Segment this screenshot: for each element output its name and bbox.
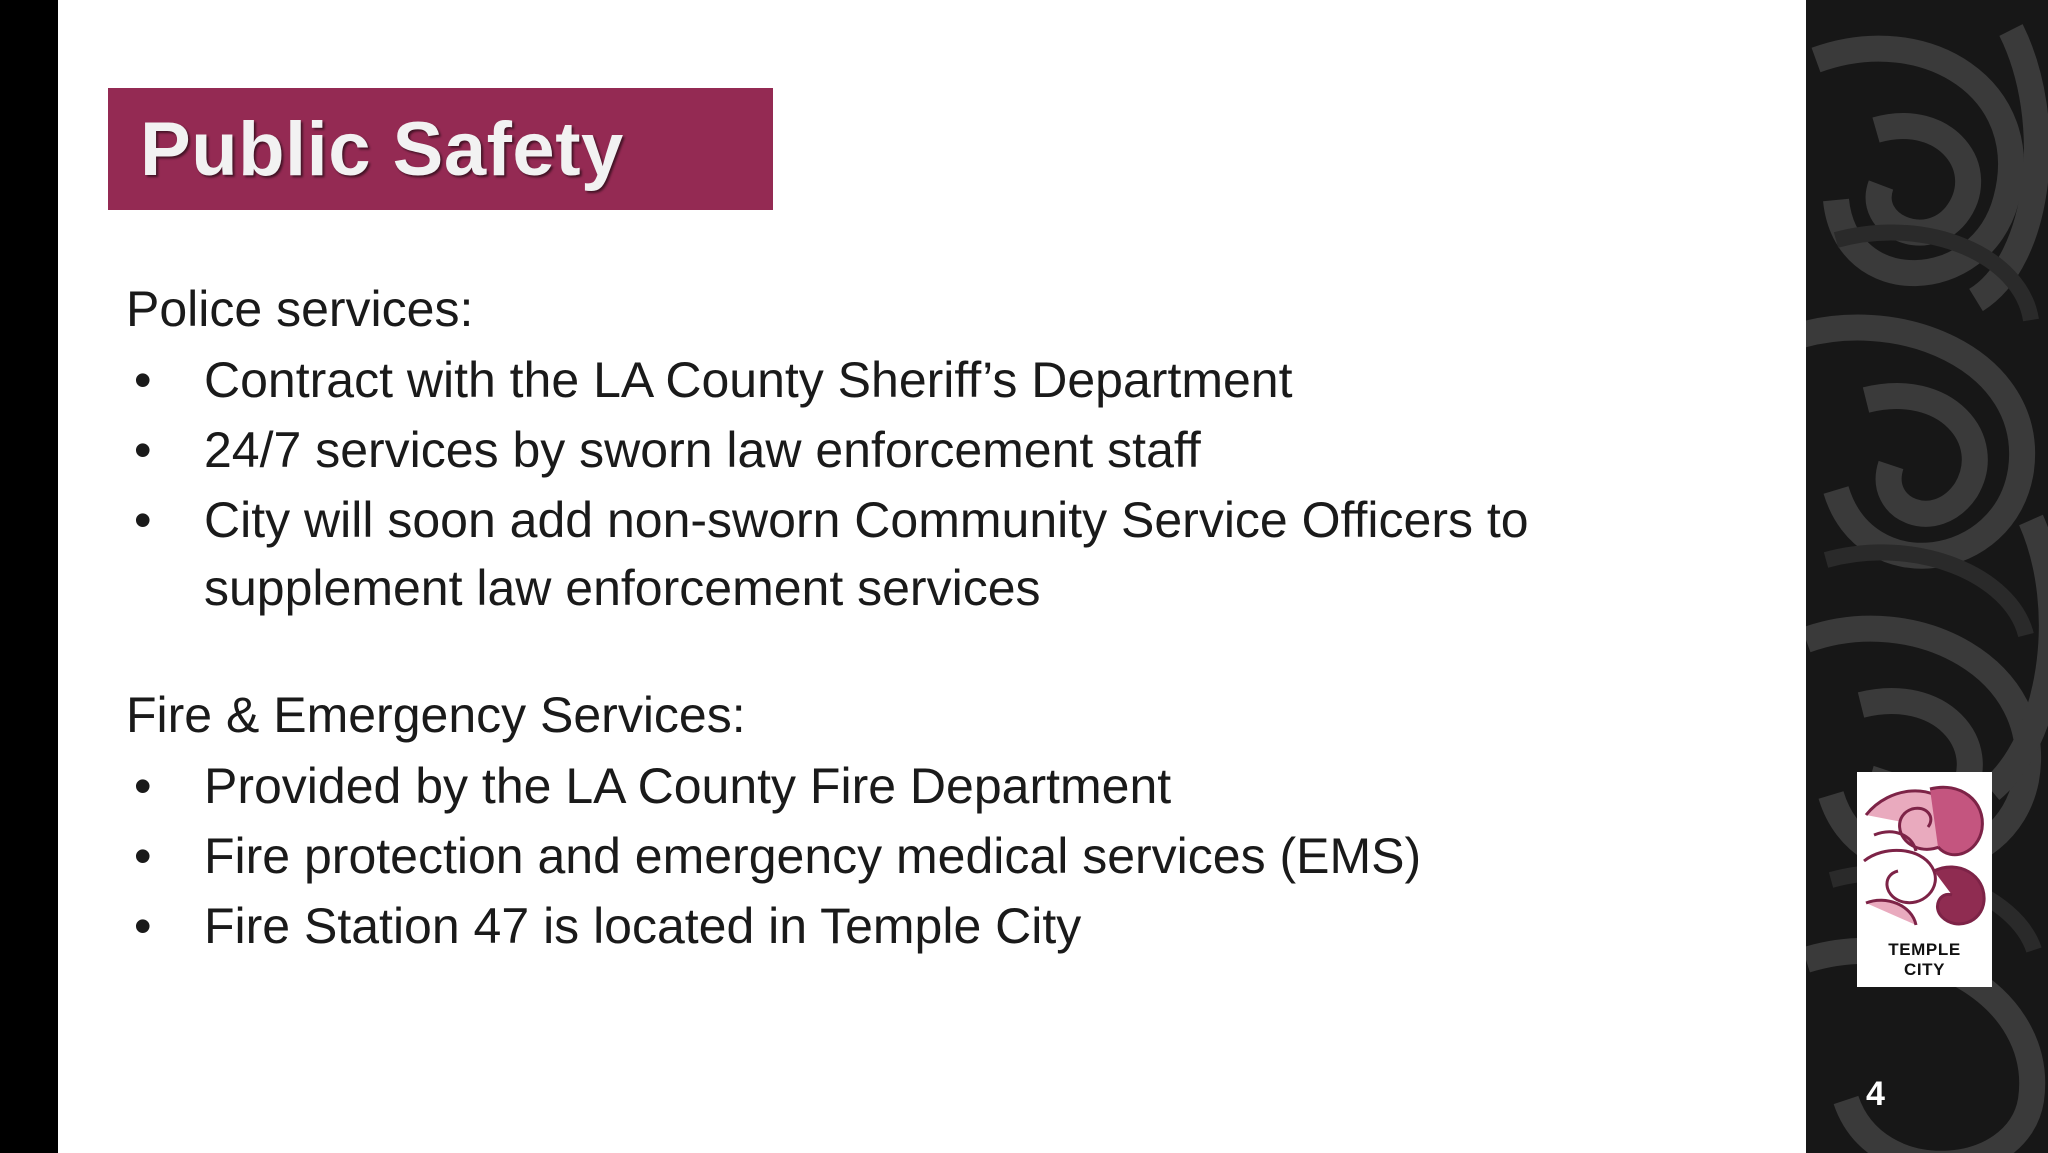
list-item (126, 752, 1766, 820)
slide-body (126, 276, 1766, 962)
list-item (126, 346, 1766, 414)
section-heading-fire: Fire & Emergency Services: (126, 687, 746, 743)
list-item (126, 892, 1766, 960)
bullet-list-police (126, 346, 1766, 622)
bullet-glyph-icon: • (134, 758, 152, 814)
bullet-glyph-icon: • (134, 352, 152, 408)
page-title: Public Safety (140, 106, 624, 192)
temple-city-logo (1857, 772, 1992, 987)
logo-wordmark (1860, 935, 1989, 984)
list-item-text: Provided by the LA County Fire Department (204, 758, 1172, 814)
rose-logo-icon (1860, 775, 1989, 935)
bullet-glyph-icon: • (134, 492, 152, 548)
list-item-text: 24/7 services by sworn law enforcement staff (204, 422, 1201, 478)
logo-line-1: TEMPLE (1888, 939, 1961, 959)
list-item (126, 822, 1766, 890)
bullet-glyph-icon: • (134, 422, 152, 478)
bullet-list-fire (126, 752, 1766, 960)
list-item (126, 416, 1766, 484)
logo-line-2: CITY (1903, 959, 1946, 979)
list-item-text: Contract with the LA County Sheriff’s Department (204, 352, 1293, 408)
section-heading-police: Police services: (126, 281, 474, 337)
list-item-text: Fire protection and emergency medical services (EMS) (204, 828, 1422, 884)
rose-art-icon (1860, 775, 1989, 935)
bullet-glyph-icon: • (134, 828, 152, 884)
slide-title-box (108, 88, 773, 210)
bullet-glyph-icon: • (134, 898, 152, 954)
page-number: 4 (1866, 1075, 1885, 1113)
list-item-text: Fire Station 47 is located in Temple City (204, 898, 1082, 954)
list-item (126, 486, 1766, 622)
section-spacer (126, 624, 1766, 682)
list-item-text: City will soon add non-sworn Community Service Officers to supplement law enforcement services (204, 492, 1529, 616)
